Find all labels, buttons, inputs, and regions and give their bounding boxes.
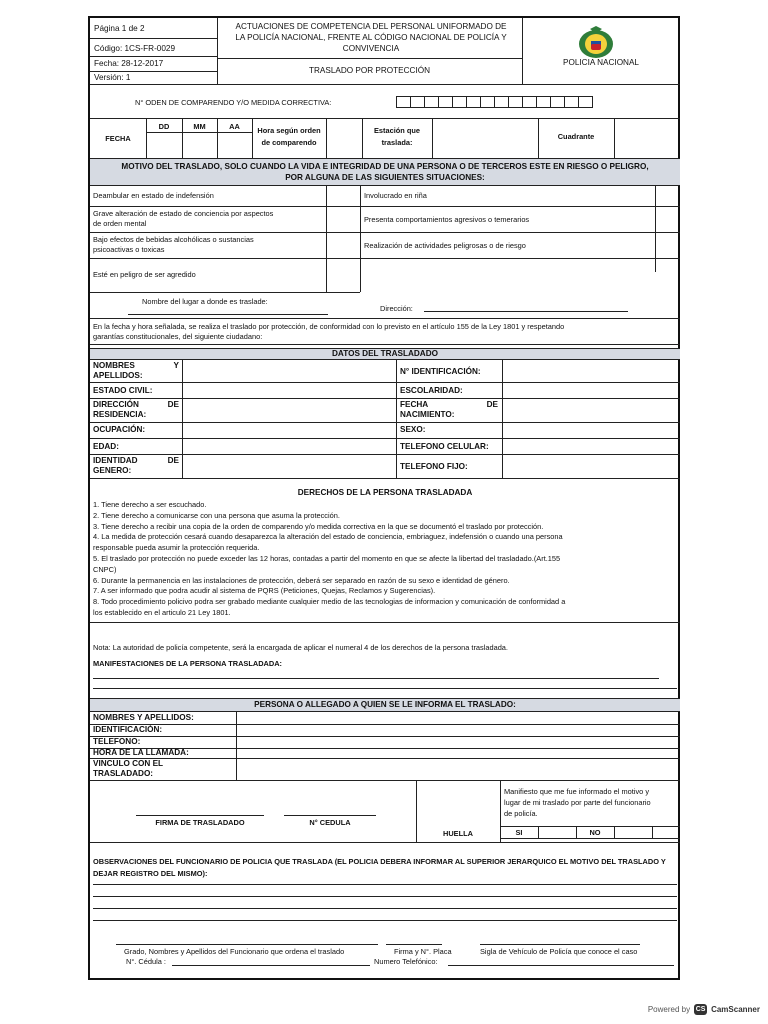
derecho-item: responsable pueda asumir la protección requerida. (93, 543, 260, 553)
intro-text: En la fecha y hora señalada, se realiza el traslado por protección, de conformidad con lo previsto en el artículo 155 de la Ley 1801 y respetando garantías constitucionales, del siguiente ciudadano: (93, 322, 565, 341)
motivo-option-7: Realización de actividades peligrosas o de riesgo (364, 241, 526, 250)
nota-text: Nota: La autoridad de policía competente, será la encargada de aplicar el numeral 4 de los derechos de la persona trasladada. (93, 643, 508, 652)
telefono-fijo-label: TELEFONO FIJO: (400, 462, 468, 471)
numero-telefonico-field[interactable] (448, 965, 674, 966)
direccion-residencia-label: DIRECCIÓN DE RESIDENCIA: (93, 400, 179, 419)
telefono-celular-field[interactable] (503, 439, 679, 453)
firma-trasladado-line[interactable] (136, 815, 264, 816)
manifestaciones-label: MANIFESTACIONES DE LA PERSONA TRASLADADA: (93, 659, 283, 668)
identidad-genero-label: IDENTIDAD DE GENERO: (93, 456, 179, 475)
day-label: DD (158, 122, 170, 131)
lugar-label: Nombre del lugar a donde es traslade: (142, 297, 268, 306)
escolaridad-label: ESCOLARIDAD: (400, 386, 463, 395)
funcionario-cedula-label: N°. Cédula : (126, 957, 166, 966)
numero-telefonico-label: Numero Telefónico: (374, 957, 438, 966)
observaciones-line-2[interactable] (93, 896, 677, 897)
direccion-residencia-field[interactable] (183, 399, 395, 421)
ocupacion-field[interactable] (183, 423, 395, 437)
informa-nombres-label: NOMBRES Y APELLIDOS: (93, 713, 194, 722)
direccion-label: Dirección: (380, 304, 413, 313)
police-shield-icon (576, 25, 616, 61)
organization-name: POLICIA NACIONAL (563, 58, 639, 67)
informa-title: PERSONA O ALLEGADO A QUIEN SE LE INFORMA EL TRASLADO: (254, 700, 516, 709)
sexo-label: SEXO: (400, 425, 426, 434)
datos-title: DATOS DEL TRASLADADO (332, 349, 438, 358)
camscanner-footer (648, 1004, 760, 1015)
nombres-label: NOMBRES Y APELLIDOS: (93, 361, 179, 380)
direccion-field[interactable] (424, 311, 628, 312)
sexo-field[interactable] (503, 423, 679, 437)
observaciones-title: OBSERVACIONES DEL FUNCIONARIO DE POLICIA QUE TRASLADA (EL POLICIA DEBERA INFORMAR AL SUPERIOR JERARQUICO EL MOTIVO DEL TRASLADO Y DEJAR REGISTRO DEL MISMO): (93, 857, 666, 878)
identificacion-field[interactable] (503, 361, 679, 381)
motivo-option-6: Presenta comportamientos agresivos o temerarios (364, 215, 530, 224)
motivo-option-4: Esté en peligro de ser agredido (93, 270, 196, 279)
informa-telefono-field[interactable] (237, 737, 679, 747)
fecha-label: FECHA (105, 134, 131, 143)
derecho-item: 1. Tiene derecho a ser escuchado. (93, 500, 207, 509)
observaciones-line-4[interactable] (93, 920, 677, 921)
estacion-label: Estación que traslada: (374, 126, 420, 147)
funcionario-signature-line[interactable] (116, 944, 378, 945)
observaciones-line-1[interactable] (93, 884, 677, 885)
motivo-option-3: Bajo efectos de bebidas alcohólicas o sustancias psicoactivas o toxicas (93, 235, 254, 254)
firma-placa-label: Firma y N°. Placa (394, 947, 452, 956)
fecha-nacimiento-field[interactable] (503, 399, 679, 421)
si-checkbox[interactable] (539, 827, 575, 837)
derecho-item: 3. Tiene derecho a recibir una copia de la orden de comparendo y/o medida correctiva en la que se documentó el traslado por protección. (93, 521, 544, 531)
derecho-item: CNPC) (93, 564, 117, 574)
form-version: Versión: 1 (94, 73, 131, 82)
estado-civil-field[interactable] (183, 383, 395, 397)
edad-label: EDAD: (93, 442, 119, 451)
camscanner-brand: CamScanner (711, 1005, 760, 1014)
grado-label: Grado, Nombres y Apellidos del Funcionario que ordena el traslado (124, 947, 345, 956)
si-label: SI (515, 828, 523, 837)
informa-nombres-field[interactable] (237, 713, 679, 723)
year-label: AA (229, 122, 240, 131)
derecho-item: los establecido en el articulo 21 Ley 1801. (93, 607, 231, 617)
cuadrante-label: Cuadrante (557, 132, 595, 141)
motivo-option-2: Grave alteración de estado de conciencia por aspectos de orden mental (93, 209, 274, 228)
vehiculo-signature-line[interactable] (480, 944, 640, 945)
motivo-option-1: Deambular en estado de indefensión (93, 191, 214, 200)
derecho-item: 8. Todo procedimiento policivo podra ser grabado mediante cualquier medio de las tecnologias de informacion y comunicación de conformidad a (93, 597, 566, 607)
motivo-title: MOTIVO DEL TRASLADO, SOLO CUANDO LA VIDA E INTEGRIDAD DE UNA PERSONA O DE TERCEROS ESTE EN RIESGO O PELIGRO, POR ALGUNA DE LAS SIGUIENTES SITUACIONES: (121, 162, 649, 182)
huella-label: HUELLA (443, 829, 473, 838)
form-subtitle: TRASLADO POR PROTECCIÓN (308, 66, 430, 75)
derecho-item: 7. A ser informado que podra acudir al sistema de PQRS (Peticiones, Quejas, Reclamos y Sugerencias). (93, 586, 436, 596)
manifestaciones-line-2[interactable] (93, 688, 677, 689)
page-number: Página 1 de 2 (94, 24, 145, 33)
informa-identificacion-field[interactable] (237, 725, 679, 735)
order-number-label: N° ODEN DE COMPARENDO Y/O MEDIDA CORRECTIVA: (135, 98, 332, 107)
no-checkbox[interactable] (615, 827, 651, 837)
observaciones-line-3[interactable] (93, 908, 677, 909)
ocupacion-label: OCUPACIÓN: (93, 425, 146, 434)
informa-telefono-label: TELEFONO: (93, 737, 141, 746)
powered-by-text: Powered by (647, 1005, 691, 1014)
derecho-item: 2. Tiene derecho a comunicarse con una persona que asuma la protección. (93, 510, 340, 520)
edad-field[interactable] (183, 439, 395, 453)
nombres-field[interactable] (183, 361, 395, 381)
derecho-item: 6. Durante la permanencia en las instalaciones de protección, deberá ser separado en razón de su sexo e identidad de género. (93, 575, 510, 585)
hora-label: Hora según orden de comparendo (257, 126, 321, 147)
form-date: Fecha: 28-12-2017 (94, 59, 164, 68)
form-title: ACTUACIONES DE COMPETENCIA DEL PERSONAL UNIFORMADO DE LA POLICÍA NACIONAL, FRENTE AL CÓDIGO NACIONAL DE POLICÍA Y CONVIVENCIA (235, 22, 507, 53)
form-sheet (88, 16, 680, 980)
form-code: Código: 1CS-FR-0029 (94, 44, 176, 53)
motivo-option-5: Involucrado en riña (364, 191, 427, 200)
placa-signature-line[interactable] (386, 944, 442, 945)
informa-hora-label: HORA DE LA LLAMADA: (93, 748, 189, 757)
informa-vinculo-label: VINCULO CON EL TRASLADADO: (93, 759, 164, 778)
derechos-title: DERECHOS DE LA PERSONA TRASLADADA (297, 488, 473, 497)
fecha-nacimiento-label: FECHA DE NACIMIENTO: (400, 400, 498, 419)
derecho-item: 4. La medida de protección cesará cuando desaparezca la alteración del estado de conciencia, embriaguez, indefensión o cuando una persona (93, 532, 563, 542)
informa-identificacion-label: IDENTIFICACIÓN: (93, 725, 163, 734)
lugar-field[interactable] (128, 314, 328, 315)
telefono-celular-label: TELEFONO CELULAR: (400, 442, 489, 451)
sigla-label: Sigla de Vehículo de Policía que conoce el caso (480, 947, 638, 956)
informa-hora-field[interactable] (237, 749, 679, 758)
derechos-list (93, 500, 677, 619)
derecho-item: 5. El traslado por protección no puede exceder las 12 horas, contadas a partir del momento en que se afecte la libertad del trasladado.(Art.155 (93, 553, 561, 563)
estado-civil-label: ESTADO CIVIL: (93, 386, 153, 395)
telefono-fijo-field[interactable] (503, 455, 679, 477)
funcionario-cedula-field[interactable] (172, 965, 370, 966)
manifiesto-text: Manifiesto que me fue informado el motivo y lugar de mi traslado por parte del funcionario de policía. (504, 787, 651, 818)
firma-trasladado-label: FIRMA DE TRASLADADO (155, 818, 245, 827)
identidad-genero-field[interactable] (183, 455, 395, 477)
informa-vinculo-field[interactable] (237, 759, 679, 779)
escolaridad-field[interactable] (503, 383, 679, 397)
cedula-line[interactable] (284, 815, 376, 816)
no-label: NO (589, 828, 601, 837)
manifestaciones-line-1[interactable] (93, 678, 659, 679)
identificacion-label: N° IDENTIFICACIÓN: (400, 367, 481, 376)
month-label: MM (193, 122, 206, 131)
order-number-boxes[interactable] (396, 96, 601, 108)
camscanner-logo-icon: CS (695, 1006, 706, 1013)
cedula-label: N° CEDULA (309, 818, 351, 827)
